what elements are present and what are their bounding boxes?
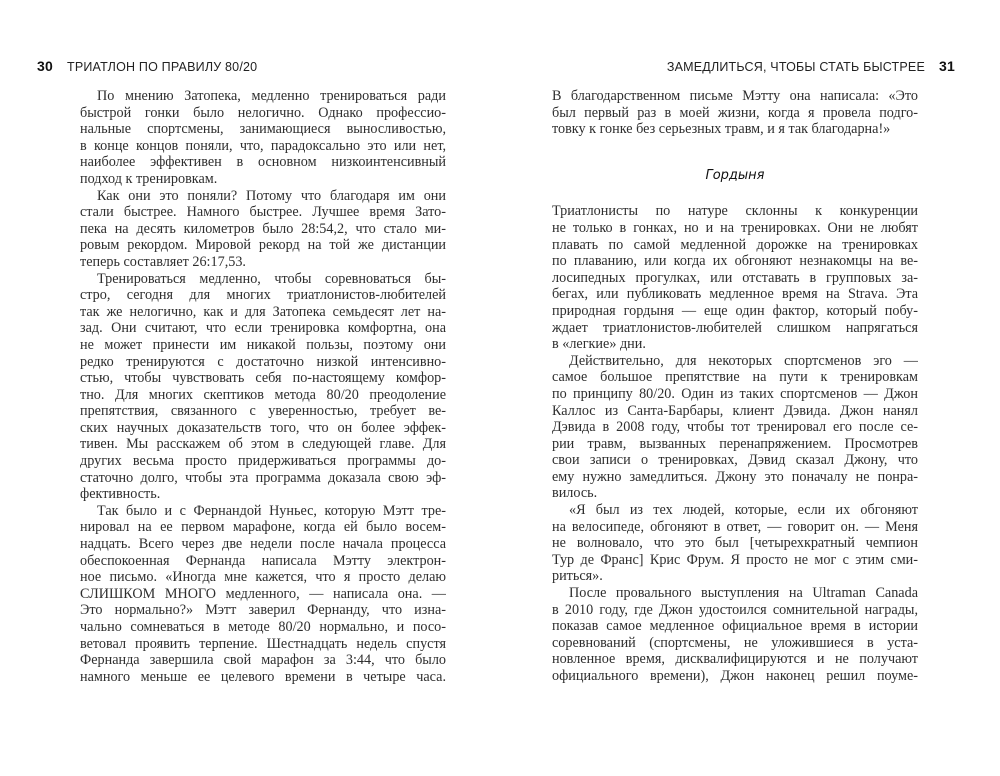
- text-line: Действительно, для некоторых спортсменов эго —: [569, 352, 918, 369]
- text-line: так же нелогично, как и для Затопека семьдесят лет на-: [80, 303, 446, 320]
- text-line: Фернанда завершила свой марафон за 3:44, что было: [80, 652, 446, 669]
- text-line: бегах, или публиковать медленное время на Strava. Эта: [552, 286, 918, 303]
- text-line: не только в гонках, но и на тренировках. Они не любят: [552, 219, 918, 236]
- text-line: стали быстрее. Намного быстрее. Лучшее время Зато-: [80, 204, 446, 221]
- text-line: Это нормально?» Мэтт заверил Фернанду, что изна-: [80, 602, 446, 619]
- text-line: нировал на ее первом марафоне, когда ей было восем-: [80, 519, 446, 536]
- right-page-text: [552, 88, 918, 685]
- text-line: других весьма просто придерживаться программы до-: [80, 453, 446, 470]
- text-line: был первый раз в моей жизни, когда я провела подго-: [552, 104, 918, 121]
- text-line: риться».: [552, 568, 603, 585]
- text-line: в конце концов поняли, что, парадоксально это или нет,: [80, 137, 446, 154]
- text-line: официального времени), Джон наконец решил поуме-: [552, 668, 918, 684]
- text-line: по принципу 80/20. Один из таких спортсменов — Джон: [552, 385, 918, 402]
- text-line: наиболее эффективен в основном низкоинтенсивный: [80, 154, 446, 171]
- text-line: препятствия, связанного с уверенностью, требует ве-: [80, 403, 446, 420]
- text-line: свои записи о тренировках, Дэвид сказал Джону, что: [552, 452, 918, 469]
- text-line: теперь составляет 26:17,53.: [80, 253, 246, 270]
- paragraph: [80, 271, 446, 503]
- text-line: лосипедных прогулках, или отставать в групповых за-: [552, 269, 918, 286]
- text-line: Дэвида в 2008 году, чтобы тот тренировал его после се-: [552, 419, 918, 436]
- text-line: Как они это поняли? Потому что благодаря им они: [97, 187, 446, 204]
- running-head-right: ЗАМЕДЛИТЬСЯ, ЧТОБЫ СТАТЬ БЫСТРЕЕ: [666, 60, 926, 74]
- text-line: «Я был из тех людей, которые, если их обгоняют: [569, 502, 918, 519]
- paragraph: [552, 585, 918, 685]
- text-line: быстрой гонки было нелогично. Однако профессио-: [80, 104, 446, 121]
- text-line: ских научных доказательств того, что он более эффек-: [80, 419, 446, 436]
- text-line: стью, чтобы чувствовать себя по-настоящему комфор-: [80, 370, 446, 387]
- page-number-right: 31: [939, 58, 955, 74]
- text-line: нальные спортсмены, занимающиеся выносливостью,: [80, 121, 446, 138]
- text-line: СЛИШКОМ МНОГО медленного, — написала она. —: [80, 585, 446, 602]
- text-line: показав самое медленное официальное время в истории: [552, 618, 918, 635]
- text-line: В благодарственном письме Мэтту она написала: «Это: [552, 88, 918, 104]
- paragraph: [552, 88, 918, 138]
- text-line: в 2010 году, где Джон удостоился сомнительной награды,: [552, 601, 918, 618]
- text-line: соревнований (спортсмены, не уложившиеся в уста-: [552, 634, 918, 651]
- right-running-header: [667, 58, 955, 74]
- text-line: намного меньше ее целевого времени в четыре часа.: [80, 668, 446, 685]
- text-line: тивен. Мы расскажем об этом в следующей главе. Для: [80, 436, 446, 453]
- text-line: ждает триатлонистов-любителей слишком напрягаться: [552, 319, 918, 336]
- text-line: рии травм, вызванных перенапряжением. Просмотрев: [552, 435, 918, 452]
- text-line: Тур де Франс] Крис Фрум. Я просто не мог с этим сми-: [552, 551, 918, 568]
- paragraph: [552, 502, 918, 585]
- text-line: в «легкие» дни.: [552, 336, 646, 353]
- text-line: по плаванию, или когда их обгоняют незнакомцы на ве-: [552, 253, 918, 270]
- text-line: По мнению Затопека, медленно тренироваться ради: [97, 88, 446, 104]
- text-line: ровым рекордом. Мировой рекорд на той же дистанции: [80, 237, 446, 254]
- text-line: Так было и с Фернандой Нуньес, которую Мэтт тре-: [97, 502, 446, 519]
- text-line: обеспокоенная Фернанда написала Мэтту электрон-: [80, 552, 446, 569]
- text-line: После провального выступления на Ultraman Canada: [569, 585, 918, 602]
- text-line: фективность.: [80, 486, 161, 503]
- text-line: Каллос из Санта-Барбары, клиент Дэвида. Джон нанял: [552, 402, 918, 419]
- text-line: плавать по самой медленной дорожке на тренировках: [552, 236, 918, 253]
- text-line: вилось.: [552, 485, 598, 502]
- text-line: товку к гонке без серьезных травм, и я так благодарна!»: [552, 121, 891, 138]
- text-line: подход к тренировкам.: [80, 170, 218, 187]
- text-line: тно. Для многих скептиков метода 80/20 преодоление: [80, 386, 446, 403]
- text-line: чально сомневаться в методе 80/20 нормально, и посо-: [80, 619, 446, 635]
- paragraph: [80, 503, 446, 686]
- text-line: зад. Они считают, что если тренировка комфортна, она: [80, 320, 446, 337]
- text-line: ему нужно замедлиться. Джону это поначалу не понра-: [552, 468, 918, 485]
- text-line: надцать. Всего через две недели после начала процесса: [80, 536, 446, 553]
- text-line: стро, сегодня для многих триатлонистов-любителей: [80, 287, 446, 304]
- paragraph: [80, 188, 446, 271]
- left-running-header: [37, 58, 257, 74]
- page-number-left: 30: [37, 58, 53, 74]
- left-page-text: [80, 88, 446, 685]
- text-line: статочно долго, чтобы эта программа доказала свою эф-: [80, 469, 446, 486]
- text-line: пека на десять километров было 28:54,2, что стало ми-: [80, 220, 446, 237]
- text-line: ветовал проявить терпение. Шестнадцать недель спустя: [80, 635, 446, 652]
- text-line: ное письмо. «Иногда мне кажется, что я просто делаю: [80, 569, 446, 586]
- text-line: Триатлонисты по натуре склонны к конкуренции: [552, 203, 918, 220]
- text-line: новленное время, дисквалифицируются и не получают: [552, 651, 918, 668]
- text-line: на велосипеде, обгоняют в ответ, — говорит он. — Меня: [552, 518, 918, 535]
- text-line: редко тренируются с достаточно низкой интенсивно-: [80, 353, 446, 370]
- paragraph: [80, 88, 446, 188]
- text-line: самое большое препятствие на пути к тренировкам: [552, 369, 918, 386]
- running-head-left: ТРИАТЛОН ПО ПРАВИЛУ 80/20: [66, 60, 258, 74]
- text-line: не волновало, что это был [четырехкратный чемпион: [552, 535, 918, 552]
- text-line: природная гордыня — еще один фактор, который побу-: [552, 302, 918, 319]
- text-line: не может принести им никакой пользы, поэтому они: [80, 336, 446, 353]
- text-line: Тренироваться медленно, чтобы соревноваться бы-: [97, 270, 446, 287]
- section-heading: Гордыня: [705, 167, 765, 183]
- paragraph: [552, 203, 918, 352]
- paragraph: [552, 353, 918, 502]
